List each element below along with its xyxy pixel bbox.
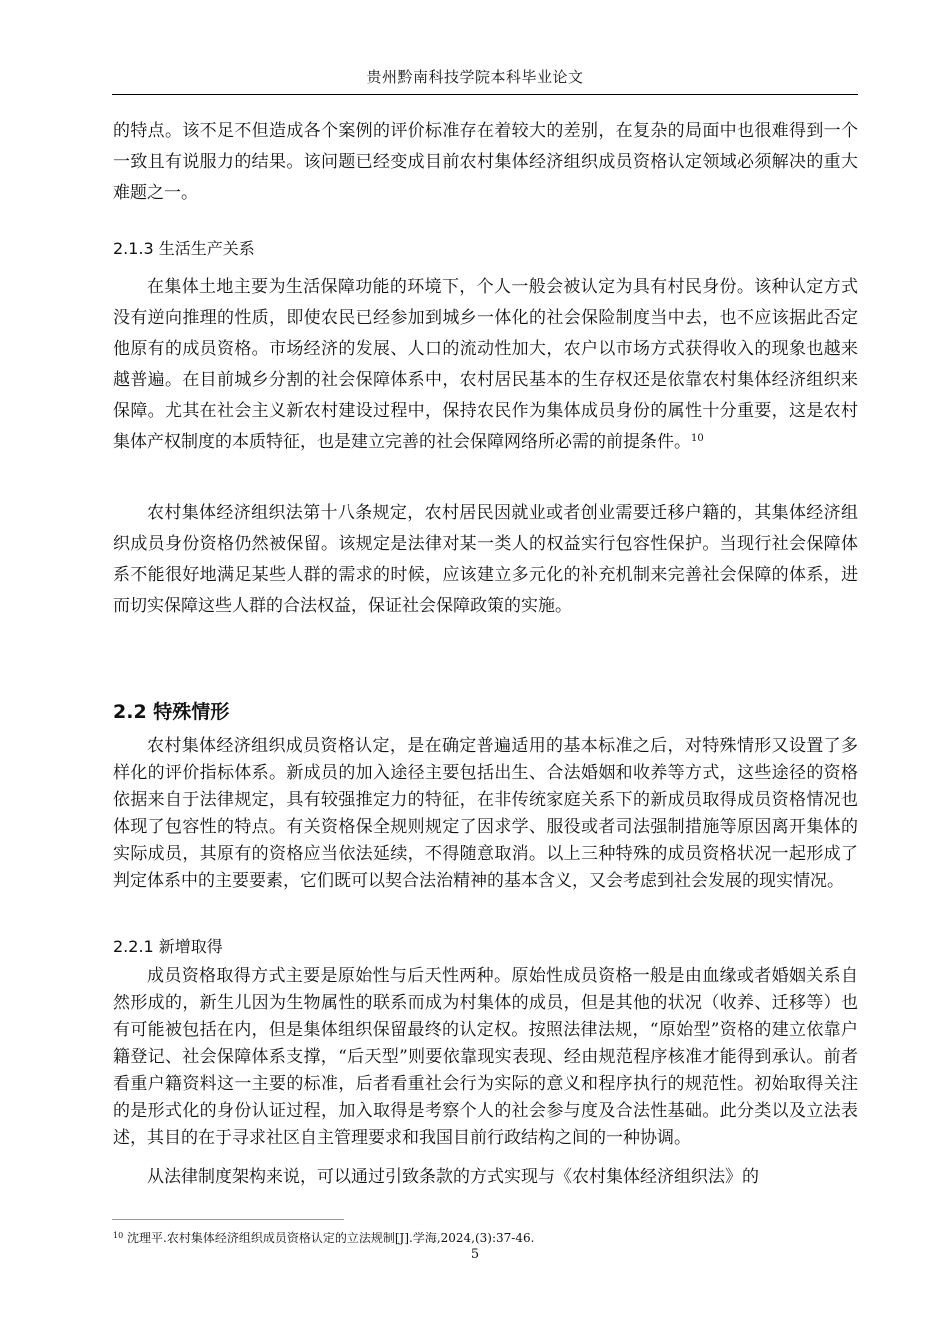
paragraph-living-production bbox=[113, 272, 858, 458]
paragraph-text: 从法律制度架构来说，可以通过引致条款的方式实现与《农村集体经济组织法》的 bbox=[147, 1167, 759, 1187]
section-heading-2-1-3: 2.1.3 生活生产关系 bbox=[113, 239, 255, 258]
paragraph-text: 在集体土地主要为生活保障功能的环境下，个人一般会被认定为具有村民身份。该种认定方式没有逆向推理的性质，即使农民已经参加到城乡一体化的社会保险制度当中去，也不应该据此否定他原有的成员资格。市场经济的发展、人口的流动性加大，农户以市场方式获得收入的现象也越来越普遍。在目前城乡分割的社会保障体系中，农村居民基本的生存权还是依靠农村集体经济组织来保障。尤其在社会主义新农村建设过程中，保持农民作为集体成员身份的属性十分重要，这是农村集体产权制度的本质特征，也是建立完善的社会保障网络所必需的前提条件。 bbox=[113, 277, 858, 452]
footnote-text: 沈理平.农村集体经济组织成员资格认定的立法规制[J].学海,2024,(3):37-46. bbox=[127, 1231, 535, 1245]
footnote bbox=[113, 1229, 534, 1246]
footnote-ref: 10 bbox=[691, 433, 704, 444]
footnote-divider bbox=[112, 1219, 344, 1220]
paragraph-text: 农村集体经济组织成员资格认定，是在确定普遍适用的基本标准之后，对特殊情形又设置了多样化的评价指标体系。新成员的加入途径主要包括出生、合法婚姻和收养等方式，这些途径的资格依据来自于法律规定，具有较强推定力的特征，在非传统家庭关系下的新成员取得成员资格情况也体现了包容性的特点。有关资格保全规则规定了因求学、服役或者司法强制措施等原因离开集体的实际成员，其原有的资格应当依法延续，不得随意取消。以上三种特殊的成员资格状况一起形成了判定体系中的主要要素，它们既可以契合法治精神的基本含义，又会考虑到社会发展的现实情况。 bbox=[113, 736, 858, 891]
paragraph-special-cases bbox=[113, 733, 858, 895]
paragraph-text: 成员资格取得方式主要是原始性与后天性两种。原始性成员资格一般是由血缘或者婚姻关系自然形成的，新生儿因为生物属性的联系而成为村集体的成员，但是其他的状况（收养、迁移等）也有可能被包括在内，但是集体组织保留最终的认定权。按照法律法规，“原始型”资格的建立依靠户籍登记、社会保障体系支撑，“后天型”则要依靠现实表现、经由规范程序核准才能得到承认。前者看重户籍资料这一主要的标准，后者看重社会行为实际的意义和程序执行的规范性。初始取得关注的是形式化的身份认证过程，加入取得是考察个人的社会参与度及合法性基础。此分类以及立法表述，其目的在于寻求社区自主管理要求和我国目前行政结构之间的一种协调。 bbox=[113, 966, 858, 1148]
paragraph-continuation bbox=[113, 116, 858, 209]
paragraph-legal-framework bbox=[113, 1164, 858, 1191]
page-number: 5 bbox=[470, 1247, 480, 1262]
paragraph-article-18 bbox=[113, 498, 858, 622]
header-divider bbox=[112, 94, 858, 95]
paragraph-text: 农村集体经济组织法第十八条规定，农村居民因就业或者创业需要迁移户籍的，其集体经济组织成员身份资格仍然被保留。该规定是法律对某一类人的权益实行包容性保护。当现行社会保障体系不能很好地满足某些人群的需求的时候，应该建立多元化的补充机制来完善社会保障的体系，进而切实保障这些人群的合法权益，保证社会保障政策的实施。 bbox=[113, 503, 858, 616]
paragraph-text: 的特点。该不足不但造成各个案例的评价标准存在着较大的差别，在复杂的局面中也很难得到一个一致且有说服力的结果。该问题已经变成目前农村集体经济组织成员资格认定领域必须解决的重大难题之一。 bbox=[113, 121, 858, 203]
footnote-number: 10 bbox=[113, 1231, 124, 1240]
running-header: 贵州黔南科技学院本科毕业论文 bbox=[366, 68, 584, 86]
section-heading-2-2: 2.2 特殊情形 bbox=[113, 701, 230, 723]
section-heading-2-2-1: 2.2.1 新增取得 bbox=[113, 937, 223, 956]
paragraph-new-acquisition bbox=[113, 963, 858, 1152]
